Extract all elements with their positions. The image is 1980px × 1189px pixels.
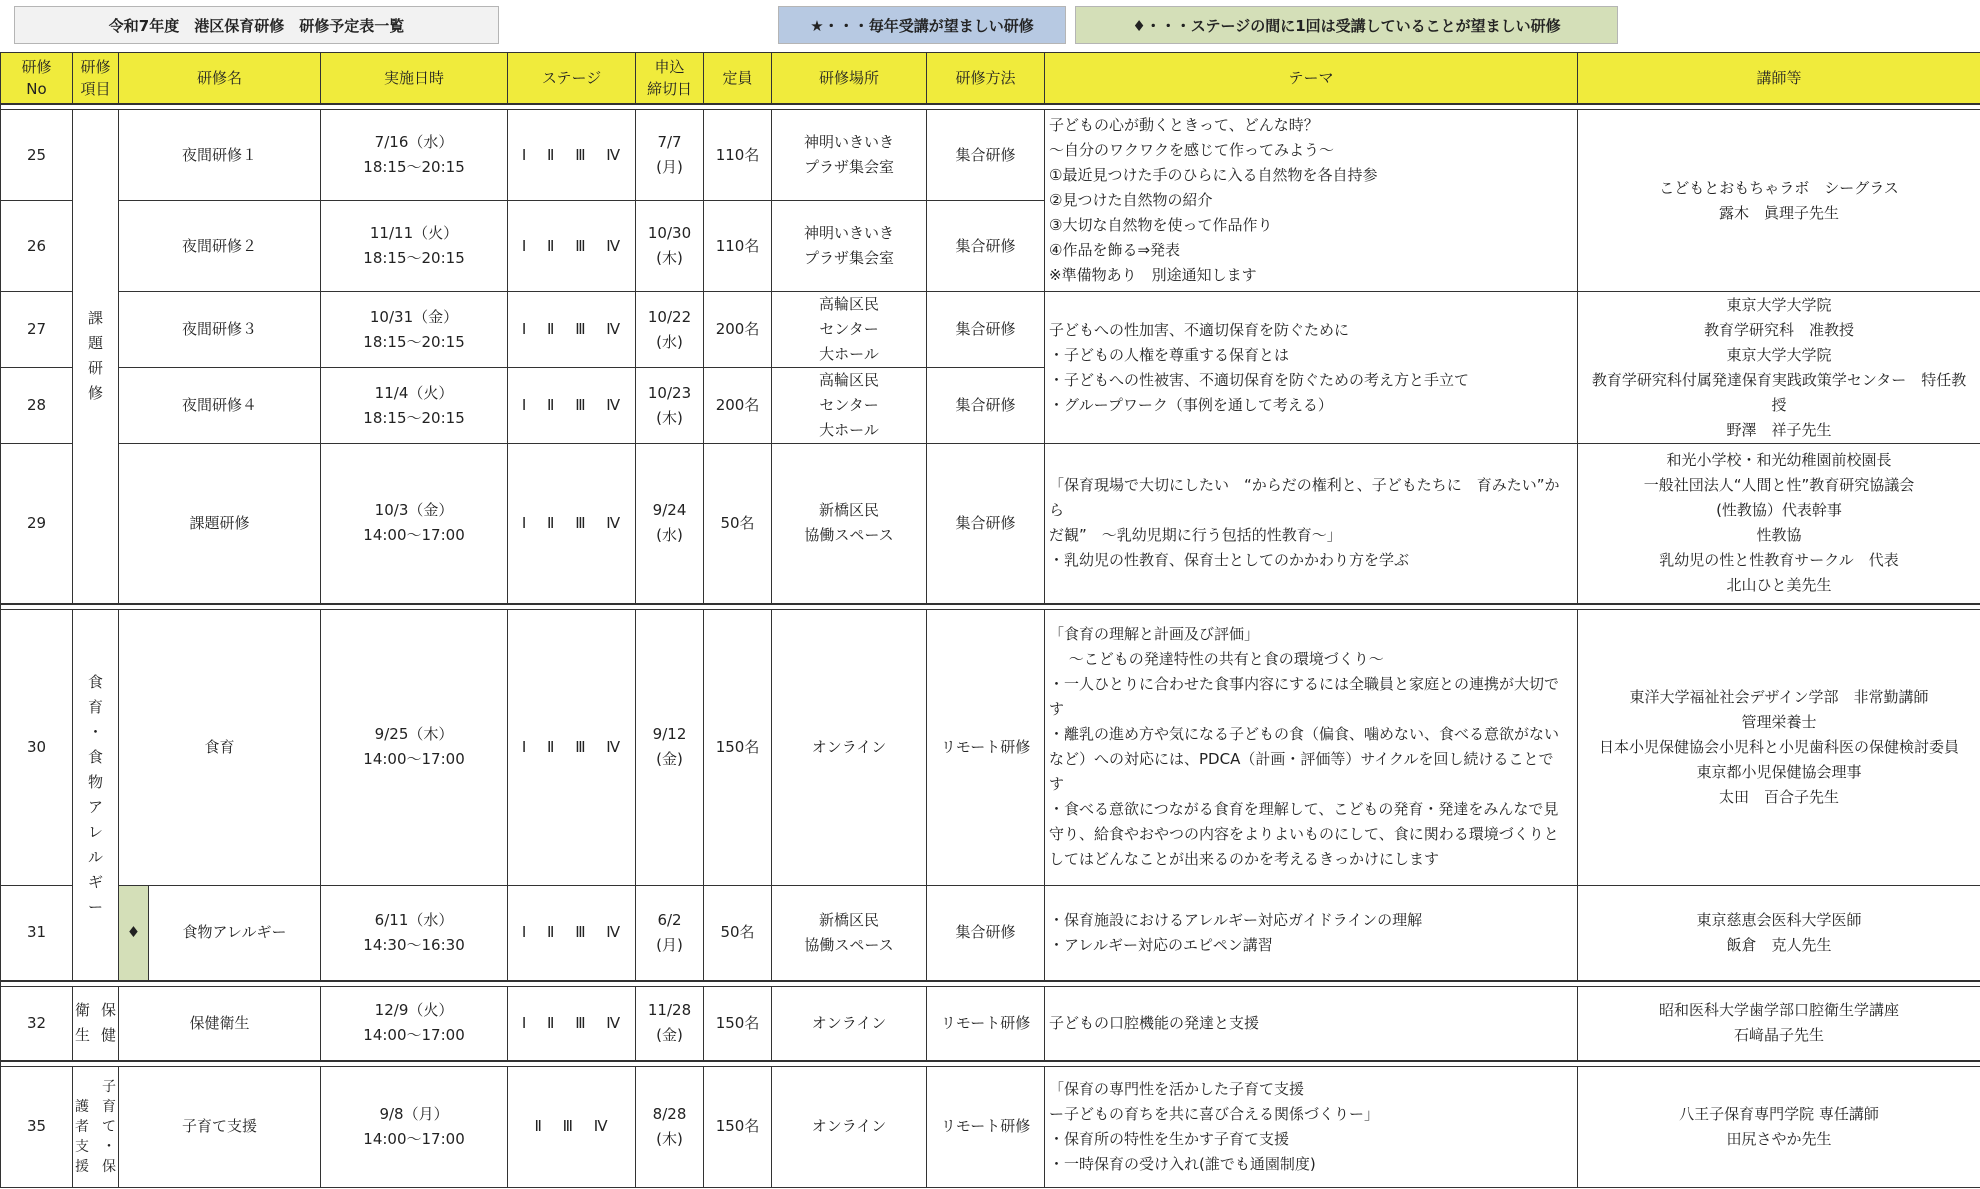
- table-row: [1, 444, 1980, 604]
- row-capacity: 200名: [704, 292, 772, 368]
- category-hoken: 衛 生 保 健: [73, 987, 119, 1061]
- row-theme: 「食育の理解と計画及び評価」 ～こどもの発達特性の共有と食の環境づくり～ ・一人ひとりに合わせた食事内容にするには全職員と家庭との連携が大切で す ・離乳の進め方や気になる子どもの食（偏食、噛めない、食べる意欲がない など）への対応には、PDCA（計画・評価等）サイクルを回し続けることで す ・食べる意欲につながる食育を理解して、こどもの発育・発達をみんなで見 守り、給食やおやつの内容をよりよいものにして、食に関わる環境づくりと してはどんなことが出来るのかを考えるきっかけにします: [1045, 609, 1578, 885]
- row-theme: 「保育の専門性を活かした子育て支援 ー子どもの育ちを共に喜び合える関係づくりー」 ・保育所の特性を生かす子育て支援 ・一時保育の受け入れ(誰でも通園制度): [1045, 1066, 1578, 1187]
- table-row: [1, 987, 1980, 1061]
- row-method: リモート研修: [927, 1066, 1045, 1187]
- row-stage: Ⅰ Ⅱ Ⅲ Ⅳ: [508, 110, 636, 201]
- row-capacity: 200名: [704, 368, 772, 444]
- row-lecturer: 和光小学校・和光幼稚園前校園長 一般社団法人“人間と性”教育研究協議会 (性教協）代表幹事 性教協 乳幼児の性と性教育サークル 代表 北山ひと美先生: [1578, 444, 1980, 604]
- row-deadline: 10/30 (木): [636, 201, 704, 292]
- header-theme: テーマ: [1045, 53, 1578, 105]
- row-place: 新橋区民 協働スペース: [772, 885, 927, 981]
- row-name: 夜間研修４: [119, 368, 321, 444]
- row-date: 9/8（月） 14:00～17:00: [321, 1066, 508, 1187]
- row-method: 集合研修: [927, 201, 1045, 292]
- row-name: 夜間研修３: [119, 292, 321, 368]
- row-name: 課題研修: [119, 444, 321, 604]
- row-method: 集合研修: [927, 292, 1045, 368]
- category-kadai: 課 題 研 修: [73, 110, 119, 604]
- row-method: 集合研修: [927, 885, 1045, 981]
- row-stage: Ⅱ Ⅲ Ⅳ: [508, 1066, 636, 1187]
- header-capacity: 定員: [704, 53, 772, 105]
- row-lecturer: 八王子保育専門学院 専任講師 田尻さやか先生: [1578, 1066, 1980, 1187]
- row-no: 27: [1, 292, 73, 368]
- row-date: 10/31（金） 18:15～20:15: [321, 292, 508, 368]
- row-theme: 子どもの心が動くときって、どんな時？ ～自分のワクワクを感じて作ってみよう～ ①最近見つけた手のひらに入る自然物を各自持参 ②見つけた自然物の紹介 ③大切な自然物を使って作品作り ④作品を飾る⇒発表 ※準備物あり 別途通知します: [1045, 110, 1578, 292]
- row-date: 9/25（木） 14:00～17:00: [321, 609, 508, 885]
- header-date: 実施日時: [321, 53, 508, 105]
- training-schedule-table: [0, 52, 1980, 1188]
- header-no: 研修 No: [1, 53, 73, 105]
- row-no: 25: [1, 110, 73, 201]
- row-capacity: 150名: [704, 987, 772, 1061]
- row-date: 11/4（火） 18:15～20:15: [321, 368, 508, 444]
- header-deadline: 申込 締切日: [636, 53, 704, 105]
- row-method: 集合研修: [927, 444, 1045, 604]
- row-date: 6/11（水） 14:30～16:30: [321, 885, 508, 981]
- row-method: 集合研修: [927, 368, 1045, 444]
- page-title: 令和7年度 港区保育研修 研修予定表一覧: [14, 6, 499, 44]
- row-place: 神明いきいき プラザ集会室: [772, 110, 927, 201]
- table-row: [1, 110, 1980, 201]
- row-capacity: 110名: [704, 201, 772, 292]
- row-no: 31: [1, 885, 73, 981]
- row-deadline: 8/28 (木): [636, 1066, 704, 1187]
- row-no: 29: [1, 444, 73, 604]
- row-theme: 子どもの口腔機能の発達と支援: [1045, 987, 1578, 1061]
- row-deadline: 9/24 (水): [636, 444, 704, 604]
- row-name: 食育: [119, 609, 321, 885]
- row-lecturer: 東京慈恵会医科大学医師 飯倉 克人先生: [1578, 885, 1980, 981]
- row-place: オンライン: [772, 987, 927, 1061]
- header-stage: ステージ: [508, 53, 636, 105]
- row-lecturer: 東洋大学福祉社会デザイン学部 非常勤講師 管理栄養士 日本小児保健協会小児科と小児歯科医の保健検討委員 東京都小児保健協会理事 太田 百合子先生: [1578, 609, 1980, 885]
- row-stage: Ⅰ Ⅱ Ⅲ Ⅳ: [508, 885, 636, 981]
- row-place: 神明いきいき プラザ集会室: [772, 201, 927, 292]
- diamond-mark: ♦: [119, 885, 149, 981]
- category-shokuiku: 食 育 ・ 食 物 ア レ ル ギ ー: [73, 609, 119, 981]
- row-theme: ・保育施設におけるアレルギー対応ガイドラインの理解 ・アレルギー対応のエピペン講習: [1045, 885, 1578, 981]
- row-stage: Ⅰ Ⅱ Ⅲ Ⅳ: [508, 368, 636, 444]
- row-name: 子育て支援: [119, 1066, 321, 1187]
- header-place: 研修場所: [772, 53, 927, 105]
- header-row: [1, 53, 1980, 105]
- row-date: 12/9（火） 14:00～17:00: [321, 987, 508, 1061]
- row-place: 高輪区民 センター 大ホール: [772, 368, 927, 444]
- row-no: 30: [1, 609, 73, 885]
- row-capacity: 50名: [704, 444, 772, 604]
- row-deadline: 7/7 (月): [636, 110, 704, 201]
- row-name: 保健衛生: [119, 987, 321, 1061]
- header-name: 研修名: [119, 53, 321, 105]
- table-row: [1, 292, 1980, 368]
- row-lecturer: 東京大学大学院 教育学研究科 准教授 東京大学大学院 教育学研究科付属発達保育実践政策学センター 特任教 授 野澤 祥子先生: [1578, 292, 1980, 444]
- header-category: 研修 項目: [73, 53, 119, 105]
- row-capacity: 50名: [704, 885, 772, 981]
- row-stage: Ⅰ Ⅱ Ⅲ Ⅳ: [508, 201, 636, 292]
- row-place: オンライン: [772, 609, 927, 885]
- row-no: 32: [1, 987, 73, 1061]
- legend-diamond: ♦・・・ステージの間に1回は受講していることが望ましい研修: [1075, 6, 1618, 44]
- row-place: 高輪区民 センター 大ホール: [772, 292, 927, 368]
- row-capacity: 150名: [704, 1066, 772, 1187]
- row-place: 新橋区民 協働スペース: [772, 444, 927, 604]
- category-kosodate: 護 者 支 援 子 育 て ・ 保: [73, 1066, 119, 1187]
- row-lecturer: こどもとおもちゃラボ シーグラス 露木 眞理子先生: [1578, 110, 1980, 292]
- header-lecturer: 講師等: [1578, 53, 1980, 105]
- row-method: 集合研修: [927, 110, 1045, 201]
- header-method: 研修方法: [927, 53, 1045, 105]
- row-deadline: 10/23 (木): [636, 368, 704, 444]
- row-place: オンライン: [772, 1066, 927, 1187]
- row-no: 26: [1, 201, 73, 292]
- row-stage: Ⅰ Ⅱ Ⅲ Ⅳ: [508, 987, 636, 1061]
- row-capacity: 110名: [704, 110, 772, 201]
- row-name: 夜間研修１: [119, 110, 321, 201]
- row-date: 7/16（水） 18:15～20:15: [321, 110, 508, 201]
- row-lecturer: 昭和医科大学歯学部口腔衛生学講座 石﨑晶子先生: [1578, 987, 1980, 1061]
- table-row: [1, 1066, 1980, 1187]
- row-theme: 子どもへの性加害、不適切保育を防ぐために ・子どもの人権を尊重する保育とは ・子どもへの性被害、不適切保育を防ぐための考え方と手立て ・グループワーク（事例を通して考える）: [1045, 292, 1578, 444]
- table-row: [1, 885, 1980, 981]
- row-method: リモート研修: [927, 609, 1045, 885]
- row-name: 夜間研修２: [119, 201, 321, 292]
- legend-star: ★・・・毎年受講が望ましい研修: [778, 6, 1066, 44]
- row-stage: Ⅰ Ⅱ Ⅲ Ⅳ: [508, 444, 636, 604]
- row-capacity: 150名: [704, 609, 772, 885]
- row-date: 11/11（火） 18:15～20:15: [321, 201, 508, 292]
- row-date: 10/3（金） 14:00～17:00: [321, 444, 508, 604]
- table-row: [1, 609, 1980, 885]
- row-deadline: 9/12 (金): [636, 609, 704, 885]
- row-deadline: 6/2 (月): [636, 885, 704, 981]
- row-theme: 「保育現場で大切にしたい “からだの権利と、子どもたちに 育みたい”から だ観” ～乳幼児期に行う包括的性教育～」 ・乳幼児の性教育、保育士としてのかかわり方を学ぶ: [1045, 444, 1578, 604]
- row-no: 35: [1, 1066, 73, 1187]
- row-method: リモート研修: [927, 987, 1045, 1061]
- row-stage: Ⅰ Ⅱ Ⅲ Ⅳ: [508, 609, 636, 885]
- row-deadline: 11/28 (金): [636, 987, 704, 1061]
- row-stage: Ⅰ Ⅱ Ⅲ Ⅳ: [508, 292, 636, 368]
- row-name: 食物アレルギー: [149, 885, 321, 981]
- row-no: 28: [1, 368, 73, 444]
- row-deadline: 10/22 (水): [636, 292, 704, 368]
